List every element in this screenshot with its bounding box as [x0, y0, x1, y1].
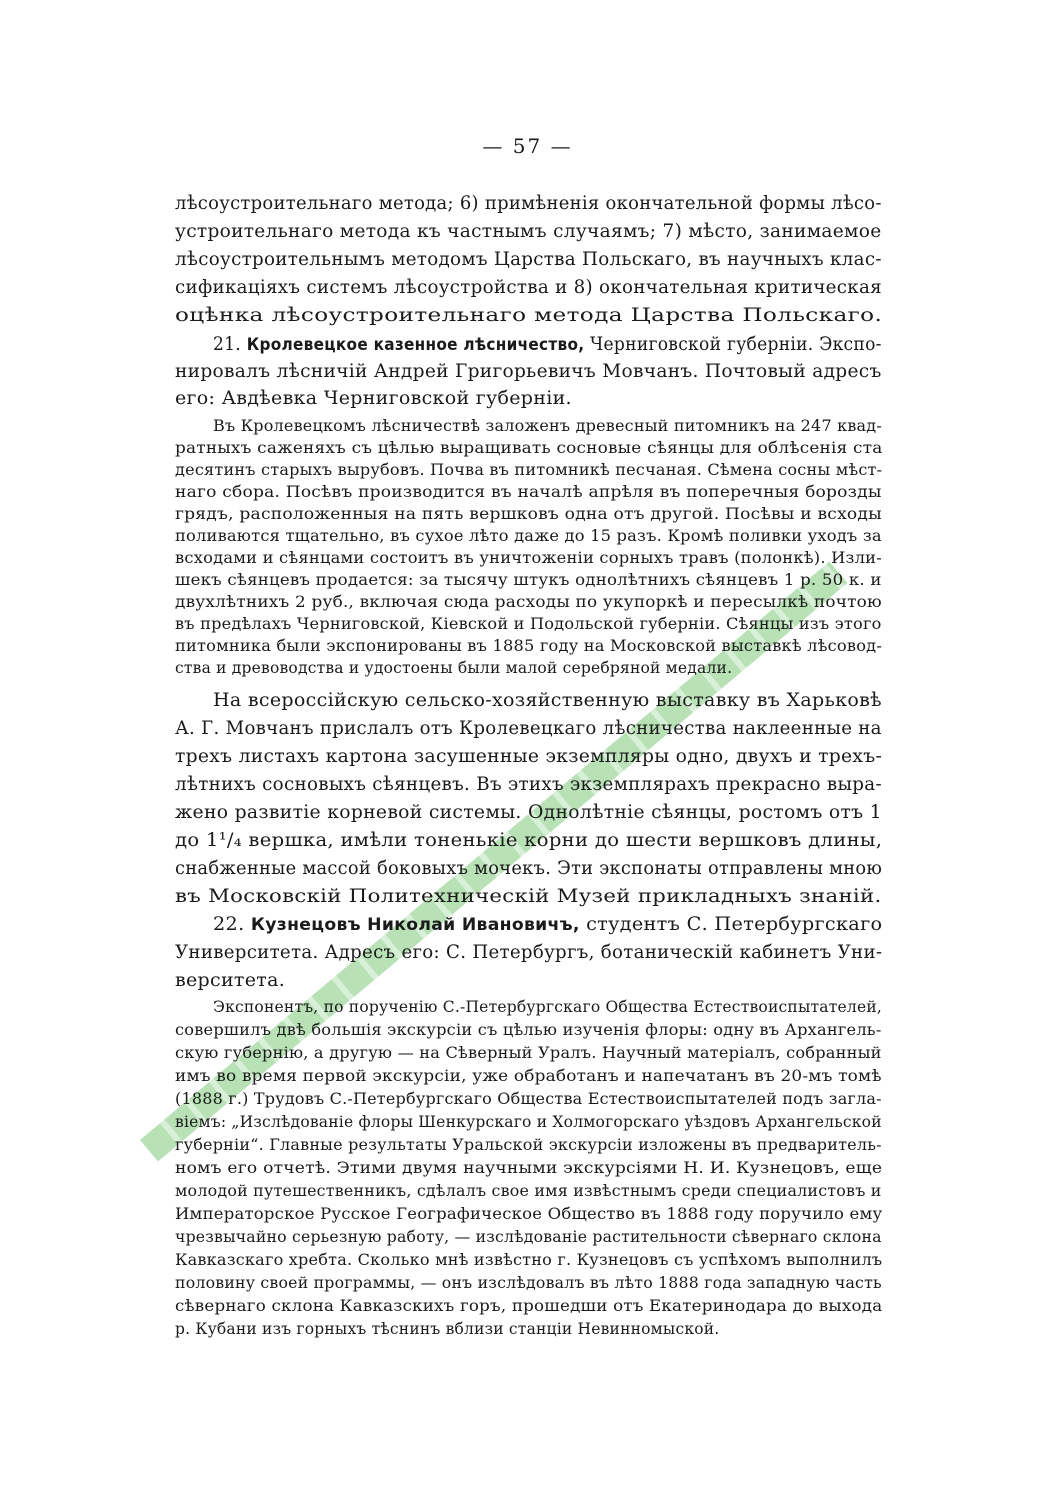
small-text-line: (1888 г.) Трудовъ С.-Петербургскаго Общества Естествоиспытателей подъ загла-	[175, 1090, 882, 1108]
text-line: лѣсоустроительнаго метода; 6) примѣненія окончательной формы лѣсо-	[175, 192, 882, 214]
text-line: трехъ листахъ картона засушенные экземпляры одно, двухъ и трехъ-	[175, 745, 883, 767]
small-text-line: Кавказскаго хребта. Сколько мнѣ извѣстно г. Кузнецовъ съ успѣхомъ выполнилъ	[175, 1251, 883, 1269]
small-text-line: молодой путешественникъ, сдѣлалъ свое имя извѣстнымъ среди специалистовъ и	[175, 1182, 882, 1200]
text-line: его: Авдѣевка Черниговской губерніи.	[175, 387, 572, 409]
small-text-line: віемъ: „Изслѣдованіе флоры Шенкурскаго и Холмогорскаго уѣздовъ Архангельской	[175, 1113, 882, 1131]
small-text-line: грядъ, расположенныя на пять вершковъ одна отъ другой. Посѣвы и всходы	[175, 505, 882, 523]
text-line: оцѣнка лѣсоустроительнаго метода Царства Польскаго.	[175, 304, 883, 326]
small-text-line: р. Кубани изъ горныхъ тѣснинъ вблизи станціи Невинномыской.	[175, 1320, 720, 1338]
text-line: устроительнаго метода къ частнымъ случаямъ; 7) мѣсто, занимаемое	[175, 220, 882, 242]
text-line: въ Московскій Политехническій Музей прикладныхъ знаній.	[175, 885, 882, 907]
text-line: А. Г. Мовчанъ прислалъ отъ Кролевецкаго лѣсничества наклеенные на	[175, 717, 882, 739]
small-text-line: Императорское Русское Географическое Общество въ 1888 году поручило ему	[175, 1205, 883, 1223]
text-line: лѣсоустроительнымъ методомъ Царства Польскаго, въ научныхъ клас-	[175, 248, 882, 270]
small-text-line: ства и древоводства и удостоены были малой серебряной медали.	[175, 659, 733, 677]
text-line: лѣтнихъ сосновыхъ сѣянцевъ. Въ этихъ экземплярахъ прекрасно выра-	[175, 773, 882, 795]
text-line: сификаціяхъ системъ лѣсоустройства и 8) окончательная критическая	[175, 276, 882, 298]
small-text-line: въ предѣлахъ Черниговской, Кіевской и Подольской губерніи. Сѣянцы изъ этого	[175, 615, 882, 633]
small-text-line: сѣвернаго склона Кавказскихъ горъ, прошедши отъ Екатеринодара до выхода	[175, 1297, 883, 1315]
small-text-line: номъ его отчетѣ. Этими двумя научными экскурсіями Н. И. Кузнецовъ, еще	[175, 1159, 883, 1177]
small-text-line: имъ во время первой экскурсіи, уже обработанъ и напечатанъ въ 20-мъ томѣ	[175, 1067, 882, 1085]
small-text-line: питомника были экспонированы въ 1885 году на Московской выставкѣ лѣсовод-	[175, 637, 883, 655]
text-line: На всероссійскую сельско-хозяйственную выставку въ Харьковѣ	[213, 689, 882, 711]
entry-heading	[213, 333, 882, 355]
small-text-line: чрезвычайно серьезную работу, — изслѣдованіе растительности сѣвернаго склона	[175, 1228, 882, 1246]
small-text-line: Экспонентъ, по порученію С.-Петербургскаго Общества Естествоиспытателей,	[213, 998, 883, 1016]
small-text-line: всходами и сѣянцами состоитъ въ уничтоженіи сорныхъ травъ (полонкѣ). Изли-	[175, 549, 882, 567]
text-line: снабженные массой боковыхъ мочекъ. Эти экспонаты отправлены мною	[175, 857, 883, 879]
small-text-line: Въ Кролевецкомъ лѣсничествѣ заложенъ древесный питомникъ на 247 квад-	[213, 417, 882, 435]
entry-heading	[213, 913, 882, 935]
small-text-line: половину своей программы, — онъ изслѣдовалъ въ лѣто 1888 года западную часть	[175, 1274, 882, 1292]
small-text-line: ратныхъ саженяхъ съ цѣлью выращивать сосновые сѣянцы для облѣсенія ста	[175, 439, 883, 457]
entry-number: 22.	[213, 913, 245, 935]
small-text-line: шекъ сѣянцевъ продается: за тысячу штукъ однолѣтнихъ сѣянцевъ 1 р. 50 к. и	[175, 571, 882, 589]
entry-title: Кузнецовъ Николай Ивановичъ,	[250, 915, 580, 935]
small-text-line: наго сбора. Посѣвъ производится въ началѣ апрѣля въ поперечныя борозды	[175, 483, 882, 501]
small-text-line: совершилъ двѣ большія экскурсіи съ цѣлью изученія флоры: одну въ Архангель-	[175, 1021, 882, 1039]
small-text-line: скую губернію, а другую — на Сѣверный Уралъ. Научный матеріалъ, собранный	[175, 1044, 882, 1062]
text-line: до 1¹/₄ вершка, имѣли тоненькіе корни до шести вершковъ длины,	[175, 829, 883, 851]
page-number: — 57 —	[482, 134, 573, 158]
text-line: жено развитіе корневой системы. Однолѣтніе сѣянцы, ростомъ отъ 1	[175, 801, 882, 823]
entry-heading-rest: Черниговской губерніи. Экспо-	[590, 333, 882, 355]
small-text-line: двухлѣтнихъ 2 руб., включая сюда расходы по укупоркѣ и пересылкѣ почтою	[175, 593, 882, 611]
small-text-line: губерніи“. Главные результаты Уральской экскурсіи изложены въ предваритель-	[175, 1136, 882, 1154]
text-line: верситета.	[175, 969, 286, 991]
small-text-line: десятинъ старыхъ вырубовъ. Почва въ питомникѣ песчаная. Сѣмена сосны мѣст-	[175, 461, 883, 479]
text-line: Университета. Адресъ его: С. Петербургъ, ботаническій кабинетъ Уни-	[175, 941, 883, 963]
entry-number: 21.	[213, 333, 242, 355]
small-text-line: поливаются тщательно, въ сухое лѣто даже до 15 разъ. Кромѣ поливки уходъ за	[175, 527, 882, 545]
entry-title: Кролевецкое казенное лѣсничество,	[246, 335, 585, 355]
entry-heading-rest: студентъ С. Петербургскаго	[586, 913, 883, 935]
text-line: нировалъ лѣсничій Андрей Григорьевичъ Мовчанъ. Почтовый адресъ	[175, 360, 882, 382]
